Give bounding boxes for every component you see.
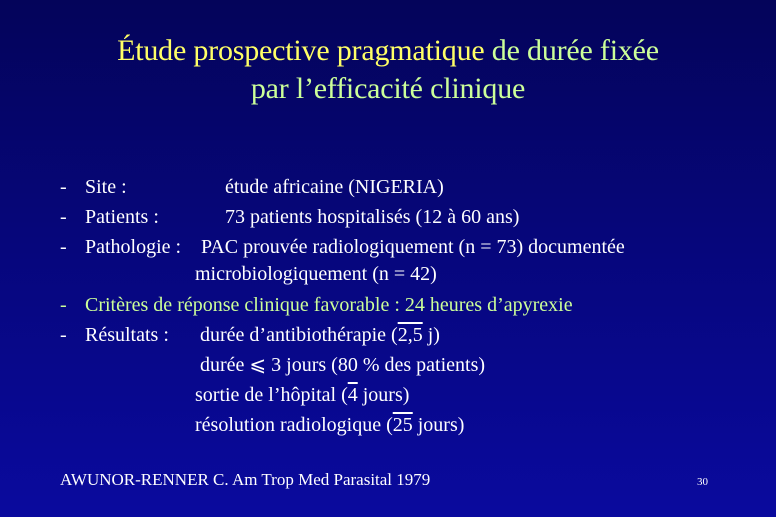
title-continuation: de durée fixée [484, 34, 659, 67]
resultat-sortie [195, 382, 409, 409]
resultat-antibiotherapie-unit: j) [422, 324, 440, 346]
bullet-resultats-sortie [60, 382, 760, 412]
resultat-sortie-text: sortie de l’hôpital ( [195, 384, 348, 406]
title-line-2: par l’efficacité clinique [250, 72, 526, 105]
pathologie-value-line-1: PAC prouvée radiologiquement (n = 73) documentée [201, 236, 625, 258]
resultats-label: Résultats : [85, 324, 169, 346]
resultat-sortie-mean: 4 [347, 384, 358, 406]
bullet-patients [60, 204, 760, 234]
resultat-duree: durée ⩽ 3 jours (80 % des patients) [200, 354, 486, 376]
page-number: 30 [697, 476, 708, 488]
site-value: étude africaine (NIGERIA) [225, 176, 444, 198]
bullet-resultats [60, 322, 760, 352]
title-highlight: Étude prospective pragmatique [117, 34, 485, 67]
resultat-resolution-unit: jours) [412, 414, 465, 436]
resultat-antibiotherapie-text: durée d’antibiothérapie ( [200, 324, 398, 346]
bullet-dash: - [60, 176, 67, 198]
pathologie-label: Pathologie : [85, 236, 182, 258]
pathologie-value-line-2: microbiologiquement (n = 42) [195, 263, 437, 285]
bullet-resultats-duree [60, 352, 760, 382]
bullet-pathologie-continuation [60, 261, 760, 292]
bullet-criteres [60, 292, 760, 322]
resultat-antibiotherapie-mean: 2,5 [397, 324, 423, 346]
resultat-resolution-text: résolution radiologique ( [195, 414, 393, 436]
bullet-resultats-resolution [60, 412, 760, 442]
resultat-resolution-mean: 25 [392, 414, 413, 436]
bullet-dash: - [60, 206, 67, 228]
bullet-dash: - [60, 294, 67, 316]
bullet-list [60, 174, 760, 442]
resultat-sortie-unit: jours) [357, 384, 410, 406]
bullet-site [60, 174, 760, 204]
reference-citation: AWUNOR-RENNER C. Am Trop Med Parasital 1979 [60, 470, 431, 489]
site-label: Site : [85, 176, 127, 198]
slide-title [0, 32, 776, 108]
resultat-antibiotherapie [200, 322, 440, 349]
bullet-pathologie [60, 234, 760, 261]
patients-value: 73 patients hospitalisés (12 à 60 ans) [225, 206, 520, 228]
resultat-resolution [195, 412, 464, 439]
title-line-1 [0, 32, 776, 70]
criteres-text: Critères de réponse clinique favorable : 24 heures d’apyrexie [85, 294, 573, 316]
bullet-dash: - [60, 324, 67, 346]
patients-label: Patients : [85, 206, 159, 228]
bullet-dash: - [60, 236, 67, 258]
